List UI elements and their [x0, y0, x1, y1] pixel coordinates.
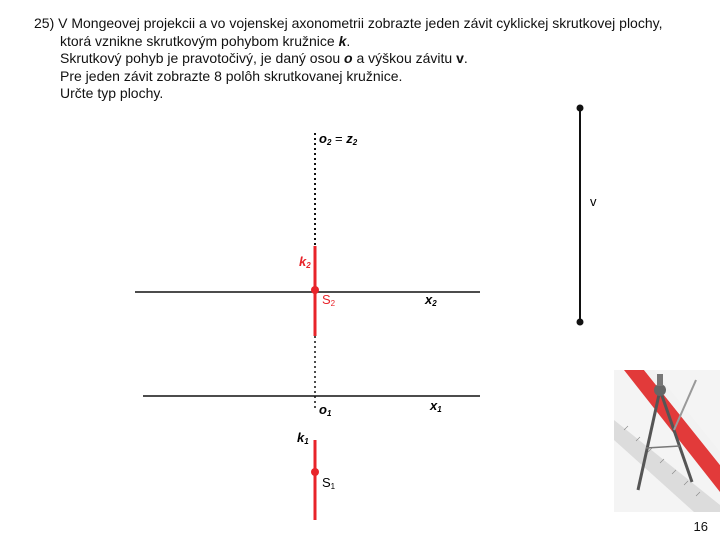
label-s2: S2: [322, 292, 336, 308]
label-s1: S1: [322, 475, 336, 491]
task-line-5: Určte typ plochy.: [60, 85, 164, 101]
point-s1: [311, 468, 319, 476]
task-height-v: v: [456, 50, 464, 66]
task-circle-k: k: [338, 32, 347, 49]
height-v-bottom-point: [577, 319, 584, 326]
task-line-1: 25) V Mongeovej projekcii a vo vojenskej axonometrii zobrazte jeden závit cyklickej skrutkovej plochy,: [34, 15, 663, 31]
task-line-4: Pre jeden závit zobrazte 8 polôh skrutkovanej kružnice.: [60, 67, 403, 84]
task-line-2-end: .: [346, 32, 351, 49]
label-x1: x1: [430, 398, 442, 414]
label-x2: x2: [425, 292, 437, 308]
label-k1: k1: [297, 430, 309, 446]
task-axis-o: o: [344, 50, 353, 66]
label-v: v: [590, 194, 597, 209]
height-v-top-point: [577, 105, 584, 112]
label-o2-z2: o2 = z2: [319, 131, 358, 147]
task-line-2-text: ktorá vznikne skrutkovým pohybom kružnice: [60, 32, 339, 49]
task-line-3-mid: a výškou závitu: [352, 50, 457, 66]
label-k2: k2: [299, 254, 311, 270]
label-o1: o1: [319, 402, 332, 418]
page-number: 16: [693, 519, 708, 534]
task-line-3-text: Skrutkový pohyb je pravotočivý, je daný osou: [60, 50, 345, 66]
compass-ruler-icon: [614, 370, 720, 512]
task-line-3-end: .: [463, 50, 468, 66]
point-s2: [311, 286, 319, 294]
